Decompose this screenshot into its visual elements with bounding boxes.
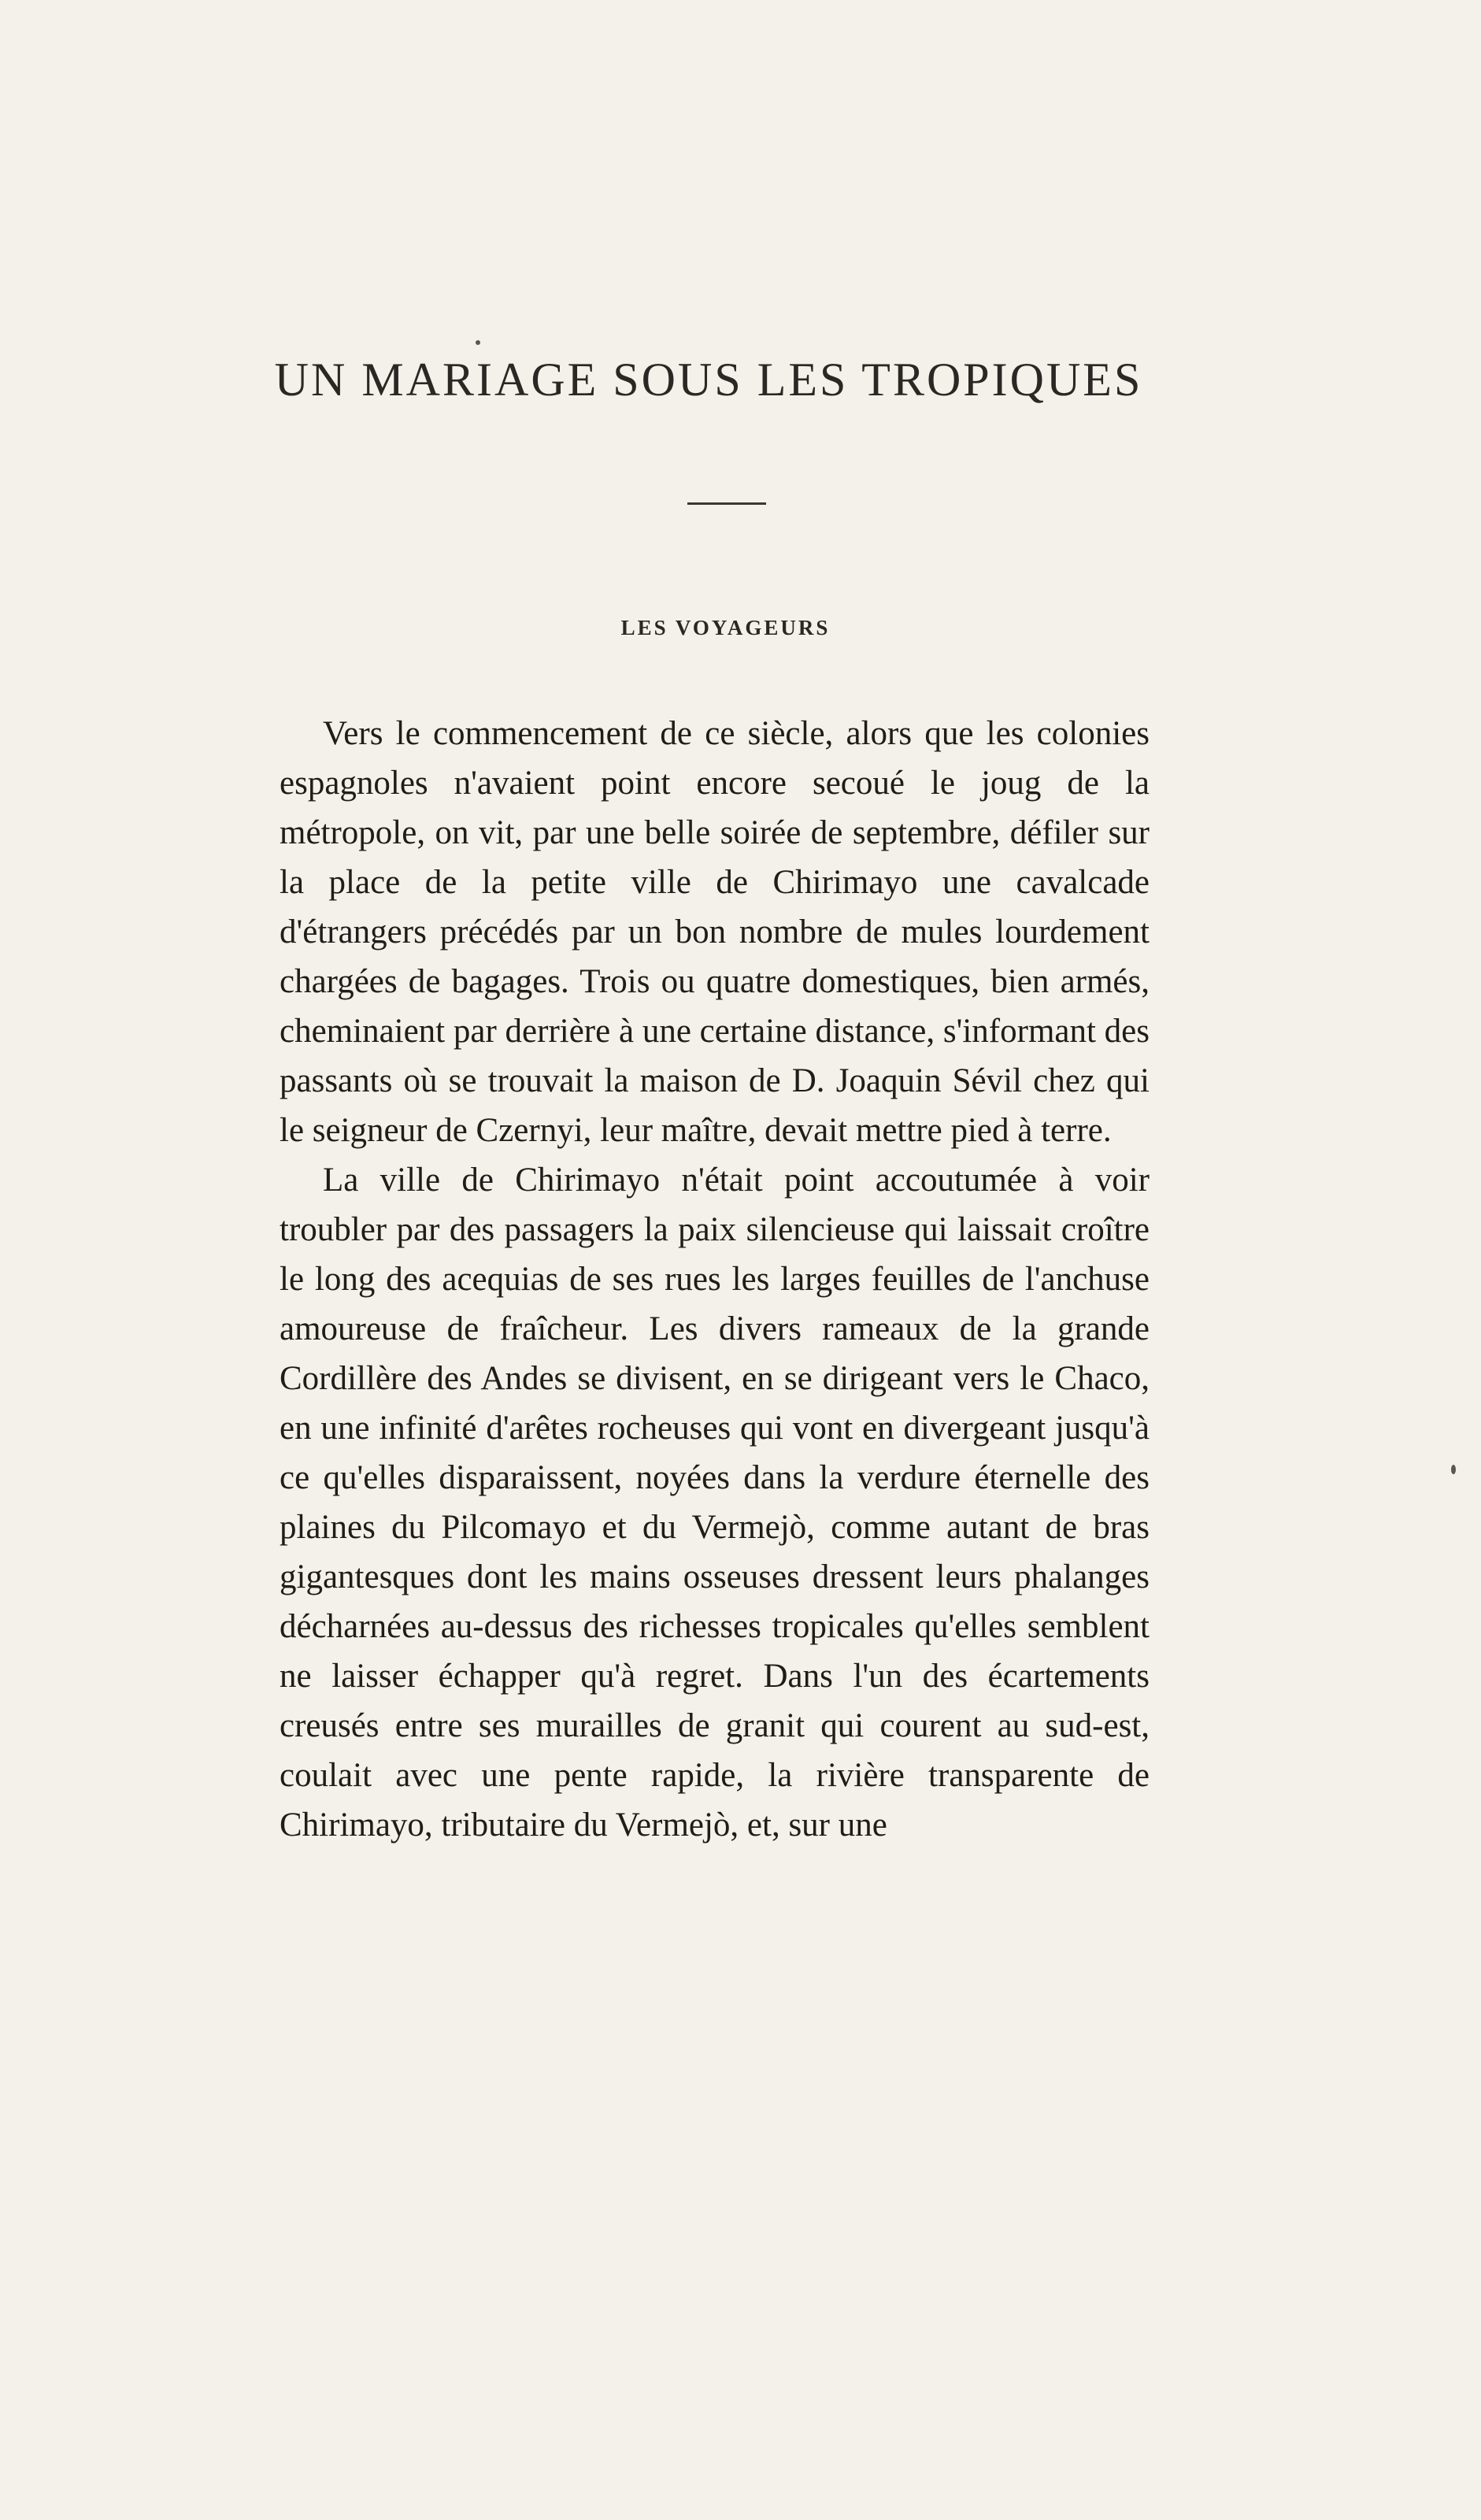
body-text — [280, 709, 1150, 1850]
chapter-title: UN MARIAGE SOUS LES TROPIQUES — [274, 354, 1143, 406]
title-divider — [687, 502, 766, 505]
margin-speck — [1451, 1465, 1456, 1474]
paragraph-2: La ville de Chirimayo n'était point accoutumée à voir troubler par des passagers la paix silencieuse qui laissait croître le long des acequias de ses rues les larges feuilles de l'anchuse amoureuse de fraîcheur. Les divers rameaux de la grande Cordillère des Andes se divisent, en se dirigeant vers le Chaco, en une infinité d'arêtes rocheuses qui vont en divergeant jusqu'à ce qu'elles disparaissent, noyées dans la verdure éternelle des plaines du Pilcomayo et du Vermejò, comme autant de bras gigantesques dont les mains osseuses dressent leurs phalanges décharnées au-dessus des richesses tropicales qu'elles semblent ne laisser échapper qu'à regret. Dans l'un des écartements creusés entre ses murailles de granit qui courent au sud-est, coulait avec une pente rapide, la rivière transparente de Chirimayo, tributaire du Vermejò, et, sur une — [280, 1162, 1150, 1844]
paragraph-1: Vers le commencement de ce siècle, alors que les colonies espagnoles n'avaient point encore secoué le joug de la métropole, on vit, par une belle soirée de septembre, défiler sur la place de la petite ville de Chirimayo une cavalcade d'étrangers précédés par un bon nombre de mules lourdement chargées de bagages. Trois ou quatre domestiques, bien armés, cheminaient par derrière à une certaine distance, s'informant des passants où se trouvait la maison de D. Joaquin Sévil chez qui le seigneur de Czernyi, leur maître, devait mettre pied à terre. — [280, 715, 1150, 1149]
section-heading: LES VOYAGEURS — [620, 616, 831, 639]
margin-speck — [476, 340, 480, 345]
